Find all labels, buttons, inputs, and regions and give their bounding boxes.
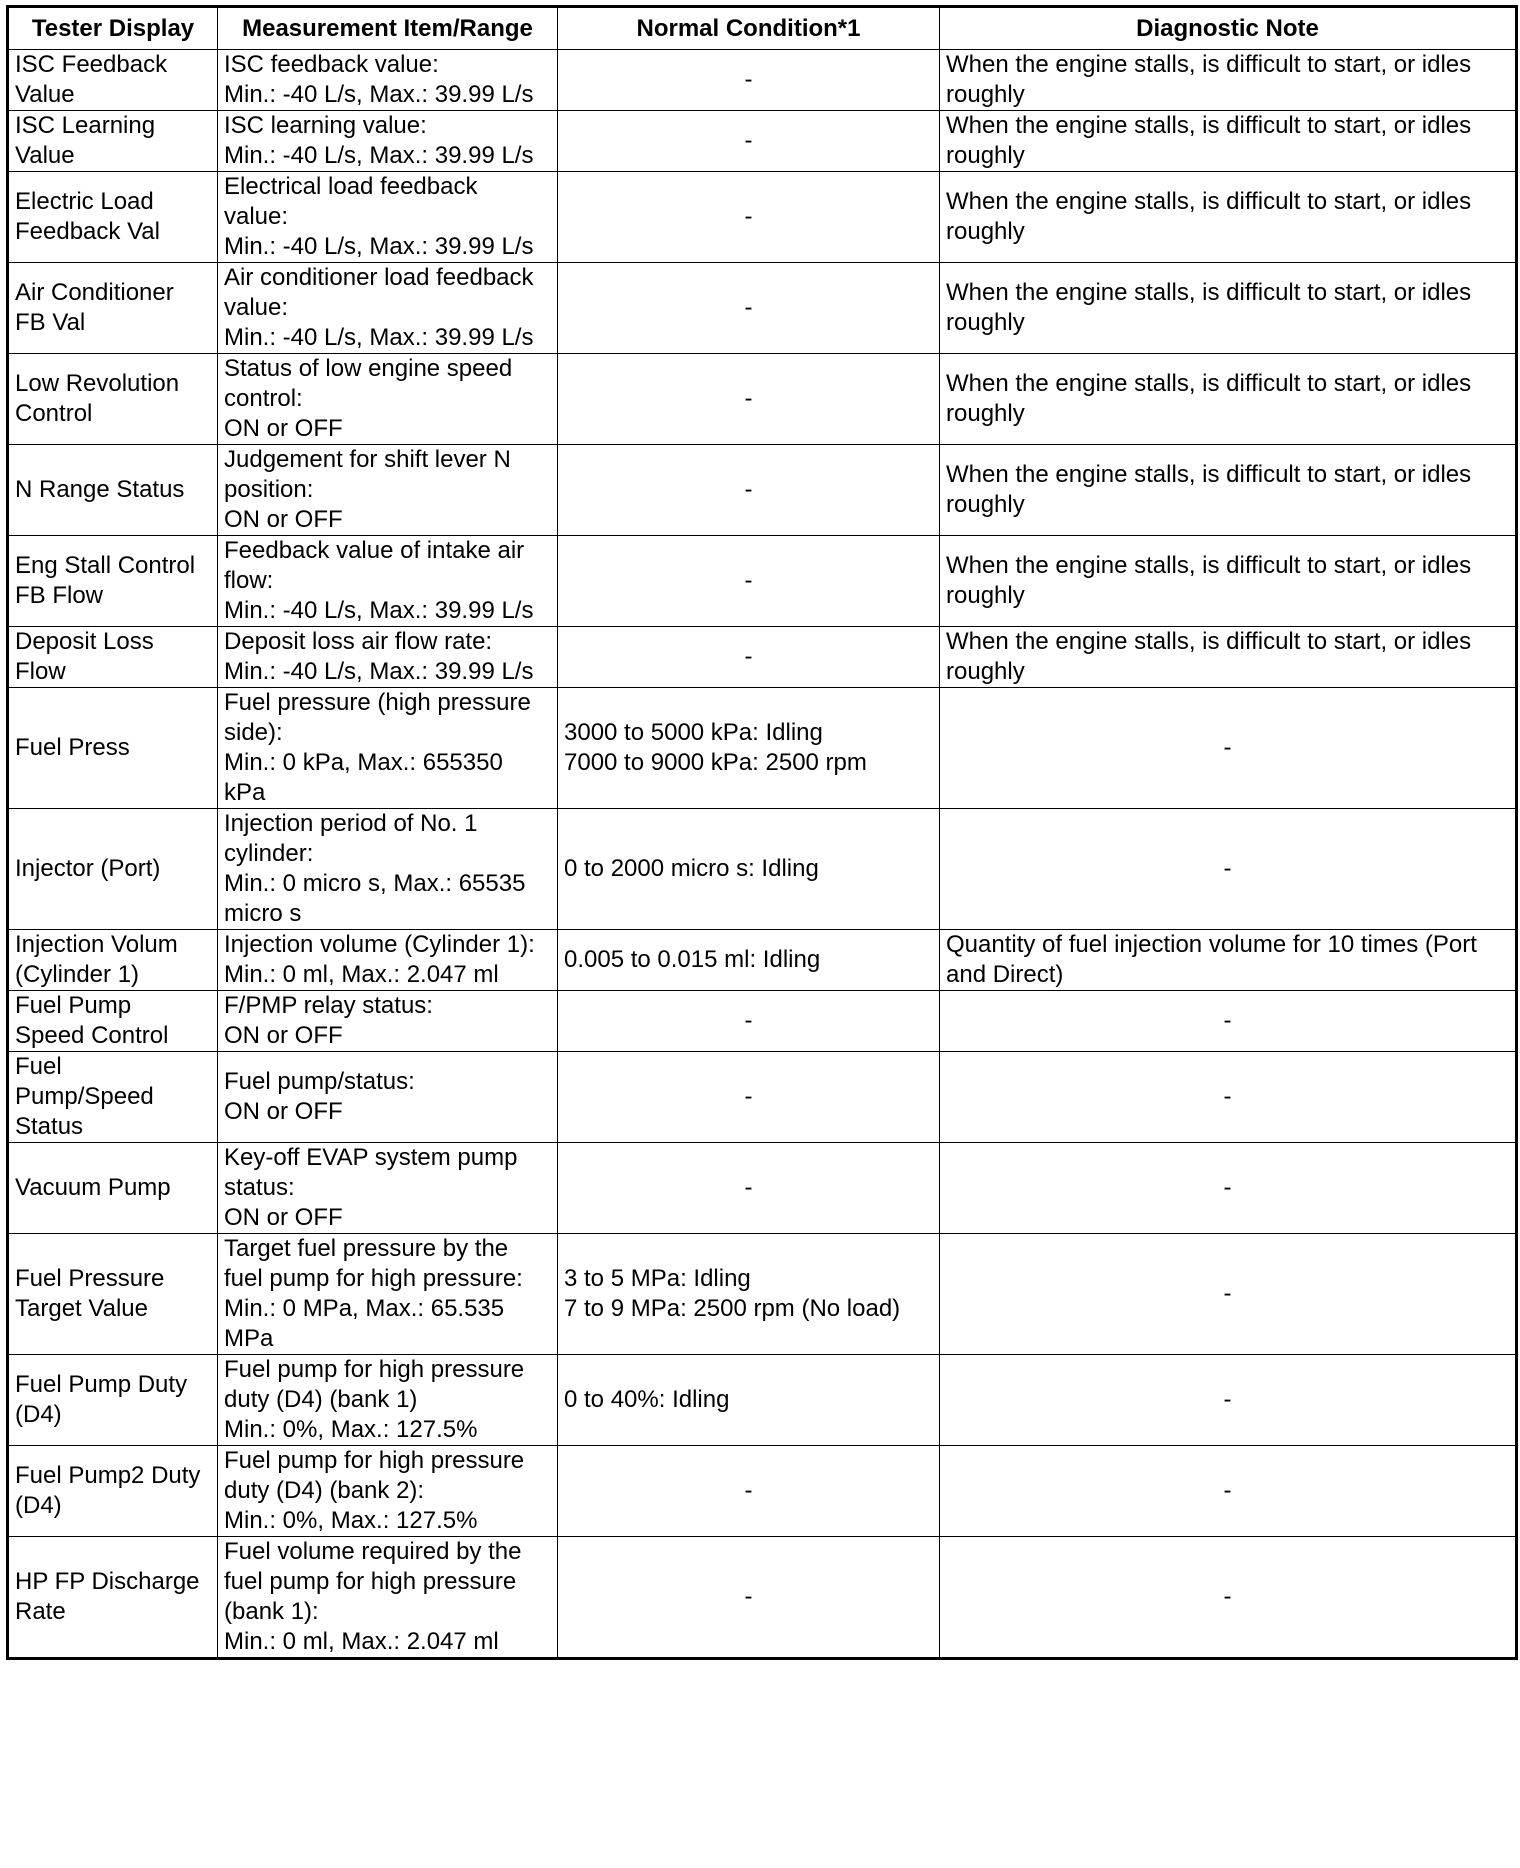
cell-tester-display: Fuel Pump/Speed Status [8,1052,218,1143]
table-row [8,50,1517,111]
cell-tester-display: Injection Volum (Cylinder 1) [8,930,218,991]
cell-normal-condition: - [558,263,940,354]
cell-tester-display: Electric Load Feedback Val [8,172,218,263]
table-row [8,1355,1517,1446]
table-row [8,627,1517,688]
table-row [8,991,1517,1052]
cell-diagnostic-note: - [940,1052,1517,1143]
table-row [8,1234,1517,1355]
cell-tester-display: Fuel Pump Duty (D4) [8,1355,218,1446]
table-row [8,1446,1517,1537]
cell-diagnostic-note: When the engine stalls, is difficult to start, or idles roughly [940,263,1517,354]
table-row [8,445,1517,536]
cell-tester-display: Vacuum Pump [8,1143,218,1234]
cell-tester-display: ISC Learning Value [8,111,218,172]
table-row [8,1052,1517,1143]
cell-tester-display: N Range Status [8,445,218,536]
cell-diagnostic-note: Quantity of fuel injection volume for 10 times (Port and Direct) [940,930,1517,991]
cell-normal-condition: 0 to 40%: Idling [558,1355,940,1446]
cell-diagnostic-note: - [940,1537,1517,1659]
cell-normal-condition: - [558,991,940,1052]
header-normal-condition: Normal Condition*1 [558,7,940,50]
header-diagnostic-note: Diagnostic Note [940,7,1517,50]
header-row [8,7,1517,50]
cell-measurement: Target fuel pressure by the fuel pump for high pressure: Min.: 0 MPa, Max.: 65.535 MPa [218,1234,558,1355]
cell-diagnostic-note: - [940,688,1517,809]
cell-tester-display: Injector (Port) [8,809,218,930]
cell-measurement: Electrical load feedback value: Min.: -40 L/s, Max.: 39.99 L/s [218,172,558,263]
cell-normal-condition: - [558,627,940,688]
cell-diagnostic-note: - [940,809,1517,930]
cell-diagnostic-note: - [940,1355,1517,1446]
cell-measurement: Fuel pump for high pressure duty (D4) (bank 2): Min.: 0%, Max.: 127.5% [218,1446,558,1537]
cell-tester-display: Deposit Loss Flow [8,627,218,688]
cell-tester-display: Fuel Pump Speed Control [8,991,218,1052]
cell-normal-condition: - [558,111,940,172]
table-row [8,536,1517,627]
cell-diagnostic-note: When the engine stalls, is difficult to start, or idles roughly [940,172,1517,263]
cell-diagnostic-note: When the engine stalls, is difficult to start, or idles roughly [940,627,1517,688]
cell-diagnostic-note: When the engine stalls, is difficult to start, or idles roughly [940,111,1517,172]
cell-tester-display: Fuel Pump2 Duty (D4) [8,1446,218,1537]
cell-tester-display: Fuel Pressure Target Value [8,1234,218,1355]
cell-diagnostic-note: - [940,1143,1517,1234]
cell-diagnostic-note: When the engine stalls, is difficult to start, or idles roughly [940,50,1517,111]
cell-measurement: Fuel pressure (high pressure side): Min.: 0 kPa, Max.: 655350 kPa [218,688,558,809]
cell-normal-condition: - [558,445,940,536]
table-row [8,688,1517,809]
cell-measurement: Air conditioner load feedback value: Min.: -40 L/s, Max.: 39.99 L/s [218,263,558,354]
table-row [8,354,1517,445]
cell-measurement: Key-off EVAP system pump status: ON or OFF [218,1143,558,1234]
cell-normal-condition: - [558,172,940,263]
cell-diagnostic-note: - [940,1234,1517,1355]
cell-normal-condition: 3 to 5 MPa: Idling 7 to 9 MPa: 2500 rpm (No load) [558,1234,940,1355]
cell-measurement: Judgement for shift lever N position: ON or OFF [218,445,558,536]
cell-diagnostic-note: When the engine stalls, is difficult to start, or idles roughly [940,536,1517,627]
table-row [8,172,1517,263]
cell-measurement: Injection period of No. 1 cylinder: Min.: 0 micro s, Max.: 65535 micro s [218,809,558,930]
cell-measurement: Feedback value of intake air flow: Min.: -40 L/s, Max.: 39.99 L/s [218,536,558,627]
cell-normal-condition: 0 to 2000 micro s: Idling [558,809,940,930]
table-row [8,111,1517,172]
table-row [8,930,1517,991]
cell-diagnostic-note: - [940,991,1517,1052]
header-tester-display: Tester Display [8,7,218,50]
cell-measurement: Status of low engine speed control: ON or OFF [218,354,558,445]
table-row [8,809,1517,930]
cell-measurement: Fuel pump for high pressure duty (D4) (bank 1) Min.: 0%, Max.: 127.5% [218,1355,558,1446]
cell-measurement: Deposit loss air flow rate: Min.: -40 L/s, Max.: 39.99 L/s [218,627,558,688]
cell-tester-display: Air Conditioner FB Val [8,263,218,354]
cell-measurement: Injection volume (Cylinder 1): Min.: 0 ml, Max.: 2.047 ml [218,930,558,991]
cell-tester-display: ISC Feedback Value [8,50,218,111]
cell-diagnostic-note: When the engine stalls, is difficult to start, or idles roughly [940,354,1517,445]
cell-normal-condition: 3000 to 5000 kPa: Idling 7000 to 9000 kPa: 2500 rpm [558,688,940,809]
cell-tester-display: Eng Stall Control FB Flow [8,536,218,627]
cell-measurement: Fuel pump/status: ON or OFF [218,1052,558,1143]
table-row [8,1143,1517,1234]
cell-normal-condition: - [558,354,940,445]
cell-normal-condition: - [558,1143,940,1234]
header-measurement: Measurement Item/Range [218,7,558,50]
cell-normal-condition: - [558,536,940,627]
cell-diagnostic-note: When the engine stalls, is difficult to start, or idles roughly [940,445,1517,536]
cell-measurement: ISC feedback value: Min.: -40 L/s, Max.: 39.99 L/s [218,50,558,111]
cell-tester-display: Fuel Press [8,688,218,809]
cell-normal-condition: - [558,1052,940,1143]
cell-normal-condition: 0.005 to 0.015 ml: Idling [558,930,940,991]
cell-normal-condition: - [558,50,940,111]
table-row [8,1537,1517,1659]
cell-normal-condition: - [558,1446,940,1537]
cell-diagnostic-note: - [940,1446,1517,1537]
cell-tester-display: HP FP Discharge Rate [8,1537,218,1659]
cell-measurement: ISC learning value: Min.: -40 L/s, Max.: 39.99 L/s [218,111,558,172]
cell-tester-display: Low Revolution Control [8,354,218,445]
cell-normal-condition: - [558,1537,940,1659]
table-row [8,263,1517,354]
cell-measurement: Fuel volume required by the fuel pump for high pressure (bank 1): Min.: 0 ml, Max.: 2.047 ml [218,1537,558,1659]
cell-measurement: F/PMP relay status: ON or OFF [218,991,558,1052]
tester-data-table [6,5,1518,1660]
